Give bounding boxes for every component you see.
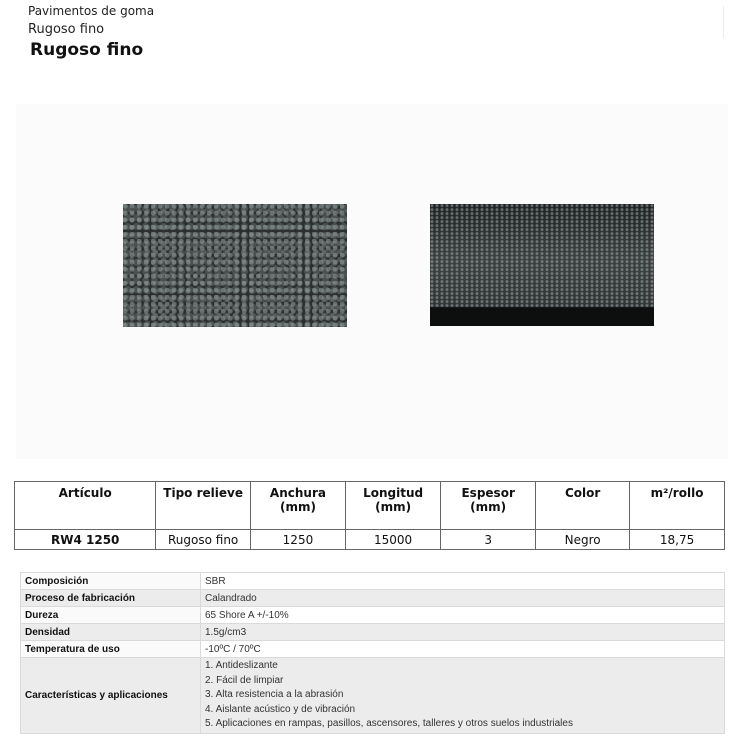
header-anchura: Anchura (mm) xyxy=(250,482,345,530)
table-row xyxy=(15,530,725,550)
spec-row xyxy=(21,607,725,624)
list-item: 5. Aplicaciones en rampas, pasillos, ascensores, talleres y otros suelos industriales xyxy=(205,718,573,730)
spec-label: Características y aplicaciones xyxy=(21,658,201,734)
cell-anchura: 1250 xyxy=(250,530,345,550)
list-item: 1. Antideslizante xyxy=(205,660,278,671)
product-table xyxy=(14,481,725,550)
spec-value: 1.5g/cm3 xyxy=(201,624,725,641)
header-color: Color xyxy=(536,482,630,530)
spec-label: Dureza xyxy=(21,607,201,624)
spec-row xyxy=(21,590,725,607)
cell-articulo: RW4 1250 xyxy=(15,530,156,550)
spec-row xyxy=(21,658,725,734)
list-item: 4. Aislante acústico y de vibración xyxy=(205,703,356,715)
list-item: 3. Alta resistencia a la abrasión xyxy=(205,689,344,701)
product-gallery xyxy=(16,104,728,459)
spec-value: 65 Shore A +/-10% xyxy=(201,607,725,624)
specs-table xyxy=(20,572,725,734)
spec-value: SBR xyxy=(201,573,725,590)
page-title: Rugoso fino xyxy=(30,40,144,60)
spec-label: Proceso de fabricación xyxy=(21,590,201,607)
spec-label: Temperatura de uso xyxy=(21,641,201,658)
breadcrumb-category[interactable]: Pavimentos de goma xyxy=(28,4,155,18)
header-espesor: Espesor (mm) xyxy=(441,482,536,530)
cell-longitud: 15000 xyxy=(345,530,440,550)
product-table-header-row xyxy=(15,482,725,530)
spec-label: Densidad xyxy=(21,624,201,641)
breadcrumb-product[interactable]: Rugoso fino xyxy=(28,22,105,37)
header-longitud: Longitud (mm) xyxy=(345,482,440,530)
spec-label: Composición xyxy=(21,573,201,590)
header-m2-rollo: m²/rollo xyxy=(630,482,725,530)
list-item: 2. Fácil de limpiar xyxy=(205,674,284,686)
spec-value: Calandrado xyxy=(201,590,725,607)
cell-color: Negro xyxy=(536,530,630,550)
spec-row xyxy=(21,624,725,641)
spec-row xyxy=(21,641,725,658)
spec-value-list xyxy=(201,658,725,734)
cell-tipo-relieve: Rugoso fino xyxy=(156,530,251,550)
divider xyxy=(723,6,724,38)
cell-espesor: 3 xyxy=(441,530,536,550)
cell-m2-rollo: 18,75 xyxy=(630,530,725,550)
header-articulo: Artículo xyxy=(15,482,156,530)
spec-value: -10ºC / 70ºC xyxy=(201,641,725,658)
spec-row xyxy=(21,573,725,590)
texture-angle-view-image[interactable] xyxy=(430,204,654,326)
header-tipo-relieve: Tipo relieve xyxy=(156,482,251,530)
texture-top-view-image[interactable] xyxy=(123,204,347,327)
